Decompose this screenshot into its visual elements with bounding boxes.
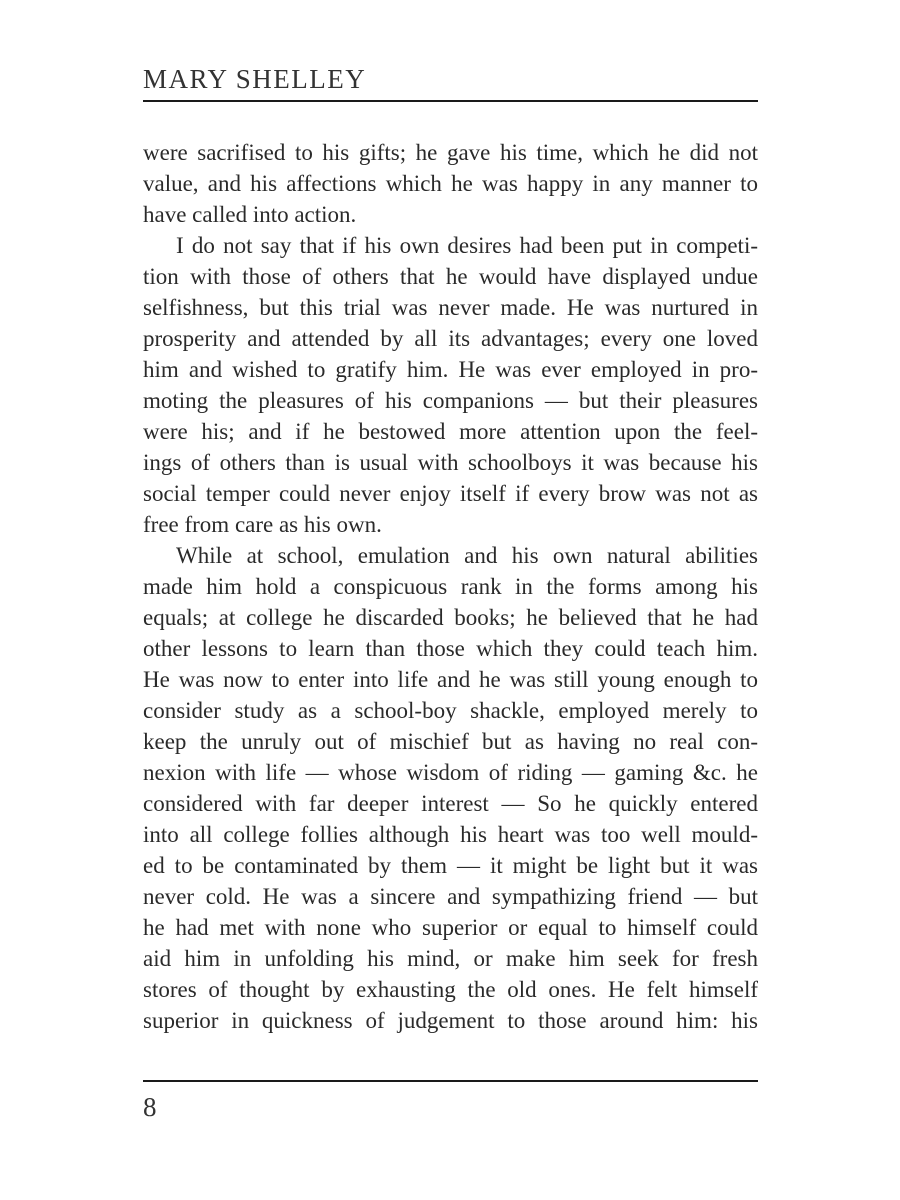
text-line: he had met with none who superior or equal to himself could: [143, 915, 758, 940]
text-line: never cold. He was a sincere and sympathizing friend — but: [143, 884, 758, 909]
text-line: equals; at college he discarded books; he believed that he had: [143, 605, 758, 630]
text-line: stores of thought by exhausting the old ones. He felt himself: [143, 977, 758, 1002]
text-line: prosperity and attended by all its advantages; every one loved: [143, 326, 758, 351]
header-rule: [143, 100, 758, 102]
text-line: were his; and if he bestowed more attention upon the feel-: [143, 419, 758, 444]
text-line: into all college follies although his heart was too well mould-: [143, 822, 758, 847]
text-line: ed to be contaminated by them — it might be light but it was: [143, 853, 758, 878]
text-line: tion with those of others that he would have displayed undue: [143, 264, 758, 289]
body-text: [143, 137, 758, 1036]
text-line: were sacrifised to his gifts; he gave his time, which he did not: [143, 140, 758, 165]
text-line: other lessons to learn than those which they could teach him.: [143, 636, 758, 661]
running-head: MARY SHELLEY: [143, 64, 367, 94]
page-number: 8: [143, 1092, 157, 1122]
text-line: free from care as his own.: [143, 512, 382, 537]
text-line: keep the unruly out of mischief but as having no real con-: [143, 729, 758, 754]
text-line: moting the pleasures of his companions — but their pleasures: [143, 388, 758, 413]
footer-rule: [143, 1080, 758, 1082]
text-line: value, and his affections which he was happy in any manner to: [143, 171, 758, 196]
text-line: have called into action.: [143, 202, 357, 227]
text-line: ings of others than is usual with schoolboys it was because his: [143, 450, 758, 475]
text-line: superior in quickness of judgement to those around him: his: [143, 1008, 758, 1033]
text-line: considered with far deeper interest — So he quickly entered: [143, 791, 758, 816]
text-line: nexion with life — whose wisdom of riding — gaming &c. he: [143, 760, 758, 785]
text-line: He was now to enter into life and he was still young enough to: [143, 667, 758, 692]
text-line: aid him in unfolding his mind, or make him seek for fresh: [143, 946, 758, 971]
text-line: consider study as a school-boy shackle, employed merely to: [143, 698, 758, 723]
text-line: him and wished to gratify him. He was ever employed in pro-: [143, 357, 758, 382]
paragraph-start-line: While at school, emulation and his own natural abilities: [176, 543, 758, 568]
text-line: made him hold a conspicuous rank in the forms among his: [143, 574, 758, 599]
text-line: social temper could never enjoy itself if every brow was not as: [143, 481, 758, 506]
paragraph-start-line: I do not say that if his own desires had been put in competi-: [176, 233, 758, 258]
text-line: selfishness, but this trial was never made. He was nurtured in: [143, 295, 758, 320]
